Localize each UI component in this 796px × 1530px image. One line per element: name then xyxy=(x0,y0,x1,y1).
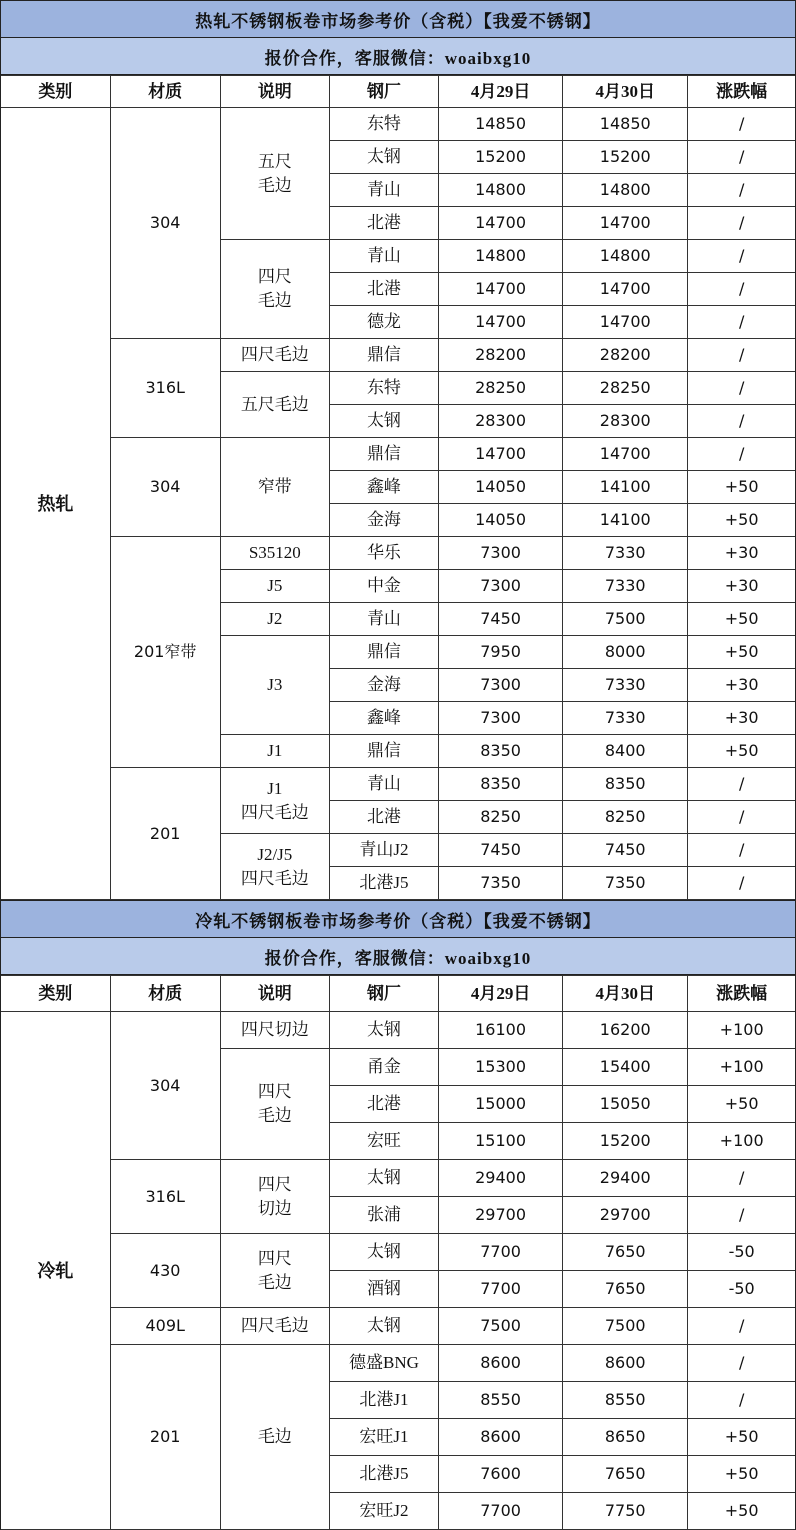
price-apr30-cell: 8400 xyxy=(563,735,688,768)
description-cell: 五尺毛边 xyxy=(220,372,329,438)
price-apr30-cell: 7350 xyxy=(563,867,688,900)
change-cell: / xyxy=(688,141,795,174)
price-apr29-cell: 7950 xyxy=(439,636,563,669)
mill-cell: 宏旺 xyxy=(329,1123,438,1160)
change-cell: / xyxy=(688,207,795,240)
mill-cell: 甬金 xyxy=(329,1049,438,1086)
price-apr30-cell: 7330 xyxy=(563,669,688,702)
change-cell: / xyxy=(688,834,795,867)
col-material-header: 材质 xyxy=(110,76,220,108)
price-apr29-cell: 14700 xyxy=(439,207,563,240)
price-apr29-cell: 14700 xyxy=(439,273,563,306)
price-apr30-cell: 8550 xyxy=(563,1382,688,1419)
col-date-1-header: 4月29日 xyxy=(439,976,563,1012)
price-apr29-cell: 14800 xyxy=(439,174,563,207)
price-apr30-cell: 7750 xyxy=(563,1493,688,1530)
change-cell: +50 xyxy=(688,1456,795,1493)
price-apr29-cell: 8550 xyxy=(439,1382,563,1419)
price-apr29-cell: 7300 xyxy=(439,537,563,570)
change-cell: +100 xyxy=(688,1049,795,1086)
price-apr30-cell: 7500 xyxy=(563,603,688,636)
price-apr29-cell: 7700 xyxy=(439,1234,563,1271)
change-cell: +50 xyxy=(688,471,795,504)
hot-rolled-table xyxy=(1,75,795,900)
col-mill-header: 钢厂 xyxy=(329,976,438,1012)
hot-rolled-subtitle: 报价合作，客服微信：woaibxg10 xyxy=(1,38,795,75)
price-apr29-cell: 8600 xyxy=(439,1419,563,1456)
change-cell: +50 xyxy=(688,1086,795,1123)
mill-cell: 青山 xyxy=(329,240,438,273)
mill-cell: 北港 xyxy=(329,801,438,834)
change-cell: / xyxy=(688,801,795,834)
change-cell: / xyxy=(688,372,795,405)
price-apr30-cell: 7330 xyxy=(563,537,688,570)
description-cell: J5 xyxy=(220,570,329,603)
price-apr29-cell: 7450 xyxy=(439,603,563,636)
change-cell: / xyxy=(688,174,795,207)
change-cell: +100 xyxy=(688,1012,795,1049)
material-cell: 430 xyxy=(110,1234,220,1308)
price-apr30-cell: 7450 xyxy=(563,834,688,867)
mill-cell: 鼎信 xyxy=(329,636,438,669)
price-apr30-cell: 28200 xyxy=(563,339,688,372)
price-apr29-cell: 28200 xyxy=(439,339,563,372)
col-description-header: 说明 xyxy=(220,976,329,1012)
price-apr30-cell: 14100 xyxy=(563,504,688,537)
price-apr30-cell: 14700 xyxy=(563,438,688,471)
change-cell: +50 xyxy=(688,636,795,669)
mill-cell: 北港 xyxy=(329,1086,438,1123)
cold-rolled-subtitle: 报价合作，客服微信：woaibxg10 xyxy=(1,938,795,975)
price-apr29-cell: 8350 xyxy=(439,735,563,768)
mill-cell: 鑫峰 xyxy=(329,471,438,504)
cold-rolled-title: 冷轧不锈钢板卷市场参考价（含税）【我爱不锈钢】 xyxy=(1,900,795,938)
change-cell: / xyxy=(688,405,795,438)
description-cell: 四尺 毛边 xyxy=(220,240,329,339)
description-cell: S35120 xyxy=(220,537,329,570)
price-apr29-cell: 29700 xyxy=(439,1197,563,1234)
material-cell: 316L xyxy=(110,1160,220,1234)
material-cell: 201窄带 xyxy=(110,537,220,768)
price-apr29-cell: 14050 xyxy=(439,471,563,504)
mill-cell: 宏旺J1 xyxy=(329,1419,438,1456)
price-apr30-cell: 8250 xyxy=(563,801,688,834)
price-apr30-cell: 29400 xyxy=(563,1160,688,1197)
price-apr29-cell: 14850 xyxy=(439,108,563,141)
mill-cell: 张浦 xyxy=(329,1197,438,1234)
price-apr29-cell: 7700 xyxy=(439,1271,563,1308)
price-apr29-cell: 7700 xyxy=(439,1493,563,1530)
price-apr30-cell: 14100 xyxy=(563,471,688,504)
col-material-header: 材质 xyxy=(110,976,220,1012)
mill-cell: 鼎信 xyxy=(329,438,438,471)
description-cell: 四尺 切边 xyxy=(220,1160,329,1234)
category-cell: 热轧 xyxy=(1,108,110,900)
price-apr29-cell: 14050 xyxy=(439,504,563,537)
change-cell: +30 xyxy=(688,702,795,735)
description-cell: J1 xyxy=(220,735,329,768)
mill-cell: 青山 xyxy=(329,603,438,636)
price-apr30-cell: 28300 xyxy=(563,405,688,438)
price-apr30-cell: 7650 xyxy=(563,1271,688,1308)
table-row xyxy=(1,1012,795,1049)
description-cell: 四尺毛边 xyxy=(220,339,329,372)
description-cell: 五尺 毛边 xyxy=(220,108,329,240)
description-cell: J1 四尺毛边 xyxy=(220,768,329,834)
header-row xyxy=(1,976,795,1012)
change-cell: +30 xyxy=(688,537,795,570)
change-cell: / xyxy=(688,273,795,306)
cold-rolled-table xyxy=(1,975,795,1530)
change-cell: +100 xyxy=(688,1123,795,1160)
table-row xyxy=(1,537,795,570)
price-apr29-cell: 8350 xyxy=(439,768,563,801)
mill-cell: 鼎信 xyxy=(329,735,438,768)
mill-cell: 德龙 xyxy=(329,306,438,339)
price-apr29-cell: 14800 xyxy=(439,240,563,273)
price-apr29-cell: 7450 xyxy=(439,834,563,867)
col-date-2-header: 4月30日 xyxy=(563,976,688,1012)
price-apr30-cell: 8600 xyxy=(563,1345,688,1382)
price-apr30-cell: 14700 xyxy=(563,207,688,240)
mill-cell: 太钢 xyxy=(329,1308,438,1345)
material-cell: 304 xyxy=(110,1012,220,1160)
price-apr29-cell: 7300 xyxy=(439,669,563,702)
description-cell: 四尺 毛边 xyxy=(220,1049,329,1160)
col-category-header: 类别 xyxy=(1,76,110,108)
price-apr29-cell: 15300 xyxy=(439,1049,563,1086)
mill-cell: 德盛BNG xyxy=(329,1345,438,1382)
change-cell: +50 xyxy=(688,504,795,537)
change-cell: / xyxy=(688,339,795,372)
change-cell: / xyxy=(688,867,795,900)
price-apr30-cell: 7330 xyxy=(563,702,688,735)
col-change-header: 涨跌幅 xyxy=(688,976,795,1012)
mill-cell: 太钢 xyxy=(329,1012,438,1049)
change-cell: / xyxy=(688,438,795,471)
price-apr30-cell: 7330 xyxy=(563,570,688,603)
price-apr30-cell: 15400 xyxy=(563,1049,688,1086)
mill-cell: 青山 xyxy=(329,768,438,801)
price-apr29-cell: 15200 xyxy=(439,141,563,174)
material-cell: 201 xyxy=(110,768,220,900)
price-apr29-cell: 7600 xyxy=(439,1456,563,1493)
change-cell: / xyxy=(688,1197,795,1234)
col-change-header: 涨跌幅 xyxy=(688,76,795,108)
mill-cell: 青山J2 xyxy=(329,834,438,867)
mill-cell: 金海 xyxy=(329,669,438,702)
price-apr30-cell: 14800 xyxy=(563,174,688,207)
description-cell: J2 xyxy=(220,603,329,636)
mill-cell: 太钢 xyxy=(329,1234,438,1271)
col-description-header: 说明 xyxy=(220,76,329,108)
price-apr30-cell: 16200 xyxy=(563,1012,688,1049)
change-cell: +30 xyxy=(688,570,795,603)
price-apr29-cell: 7300 xyxy=(439,570,563,603)
mill-cell: 北港 xyxy=(329,207,438,240)
mill-cell: 太钢 xyxy=(329,405,438,438)
change-cell: / xyxy=(688,240,795,273)
description-cell: J2/J5 四尺毛边 xyxy=(220,834,329,900)
change-cell: +50 xyxy=(688,1493,795,1530)
mill-cell: 宏旺J2 xyxy=(329,1493,438,1530)
mill-cell: 太钢 xyxy=(329,1160,438,1197)
mill-cell: 东特 xyxy=(329,372,438,405)
price-apr30-cell: 28250 xyxy=(563,372,688,405)
mill-cell: 东特 xyxy=(329,108,438,141)
description-cell: J3 xyxy=(220,636,329,735)
price-apr29-cell: 29400 xyxy=(439,1160,563,1197)
price-apr29-cell: 16100 xyxy=(439,1012,563,1049)
price-apr30-cell: 14800 xyxy=(563,240,688,273)
price-apr30-cell: 8350 xyxy=(563,768,688,801)
col-mill-header: 钢厂 xyxy=(329,76,438,108)
change-cell: +50 xyxy=(688,1419,795,1456)
price-apr29-cell: 7300 xyxy=(439,702,563,735)
description-cell: 四尺切边 xyxy=(220,1012,329,1049)
table-row xyxy=(1,1345,795,1382)
description-cell: 四尺 毛边 xyxy=(220,1234,329,1308)
material-cell: 316L xyxy=(110,339,220,438)
price-apr30-cell: 7650 xyxy=(563,1456,688,1493)
table-row xyxy=(1,339,795,372)
table-row xyxy=(1,108,795,141)
price-apr30-cell: 15200 xyxy=(563,141,688,174)
material-cell: 304 xyxy=(110,438,220,537)
header-row xyxy=(1,76,795,108)
change-cell: / xyxy=(688,1308,795,1345)
price-apr29-cell: 28250 xyxy=(439,372,563,405)
price-apr30-cell: 29700 xyxy=(563,1197,688,1234)
col-date-2-header: 4月30日 xyxy=(563,76,688,108)
mill-cell: 鑫峰 xyxy=(329,702,438,735)
col-date-1-header: 4月29日 xyxy=(439,76,563,108)
mill-cell: 北港J5 xyxy=(329,867,438,900)
price-apr30-cell: 14700 xyxy=(563,306,688,339)
change-cell: / xyxy=(688,108,795,141)
table-row xyxy=(1,768,795,801)
change-cell: / xyxy=(688,1382,795,1419)
price-apr29-cell: 7500 xyxy=(439,1308,563,1345)
price-apr30-cell: 8650 xyxy=(563,1419,688,1456)
description-cell: 毛边 xyxy=(220,1345,329,1530)
mill-cell: 北港 xyxy=(329,273,438,306)
price-apr29-cell: 15000 xyxy=(439,1086,563,1123)
material-cell: 304 xyxy=(110,108,220,339)
mill-cell: 太钢 xyxy=(329,141,438,174)
change-cell: +50 xyxy=(688,603,795,636)
table-row xyxy=(1,438,795,471)
mill-cell: 中金 xyxy=(329,570,438,603)
mill-cell: 北港J1 xyxy=(329,1382,438,1419)
price-apr29-cell: 8250 xyxy=(439,801,563,834)
price-apr30-cell: 15050 xyxy=(563,1086,688,1123)
price-apr29-cell: 7350 xyxy=(439,867,563,900)
mill-cell: 北港J5 xyxy=(329,1456,438,1493)
change-cell: / xyxy=(688,1160,795,1197)
change-cell: -50 xyxy=(688,1234,795,1271)
price-apr30-cell: 14850 xyxy=(563,108,688,141)
price-apr29-cell: 14700 xyxy=(439,306,563,339)
change-cell: / xyxy=(688,1345,795,1382)
category-cell: 冷轧 xyxy=(1,1012,110,1530)
price-apr29-cell: 15100 xyxy=(439,1123,563,1160)
mill-cell: 青山 xyxy=(329,174,438,207)
change-cell: +30 xyxy=(688,669,795,702)
mill-cell: 华乐 xyxy=(329,537,438,570)
price-apr30-cell: 15200 xyxy=(563,1123,688,1160)
price-apr30-cell: 7650 xyxy=(563,1234,688,1271)
change-cell: / xyxy=(688,768,795,801)
mill-cell: 金海 xyxy=(329,504,438,537)
table-row xyxy=(1,1234,795,1271)
price-apr30-cell: 7500 xyxy=(563,1308,688,1345)
price-apr29-cell: 8600 xyxy=(439,1345,563,1382)
price-apr30-cell: 14700 xyxy=(563,273,688,306)
description-cell: 四尺毛边 xyxy=(220,1308,329,1345)
col-category-header: 类别 xyxy=(1,976,110,1012)
mill-cell: 酒钢 xyxy=(329,1271,438,1308)
change-cell: / xyxy=(688,306,795,339)
material-cell: 201 xyxy=(110,1345,220,1530)
price-apr29-cell: 14700 xyxy=(439,438,563,471)
change-cell: +50 xyxy=(688,735,795,768)
material-cell: 409L xyxy=(110,1308,220,1345)
table-row xyxy=(1,1160,795,1197)
mill-cell: 鼎信 xyxy=(329,339,438,372)
price-apr29-cell: 28300 xyxy=(439,405,563,438)
table-row xyxy=(1,1308,795,1345)
change-cell: -50 xyxy=(688,1271,795,1308)
description-cell: 窄带 xyxy=(220,438,329,537)
price-apr30-cell: 8000 xyxy=(563,636,688,669)
hot-rolled-title: 热轧不锈钢板卷市场参考价（含税）【我爱不锈钢】 xyxy=(1,0,795,38)
